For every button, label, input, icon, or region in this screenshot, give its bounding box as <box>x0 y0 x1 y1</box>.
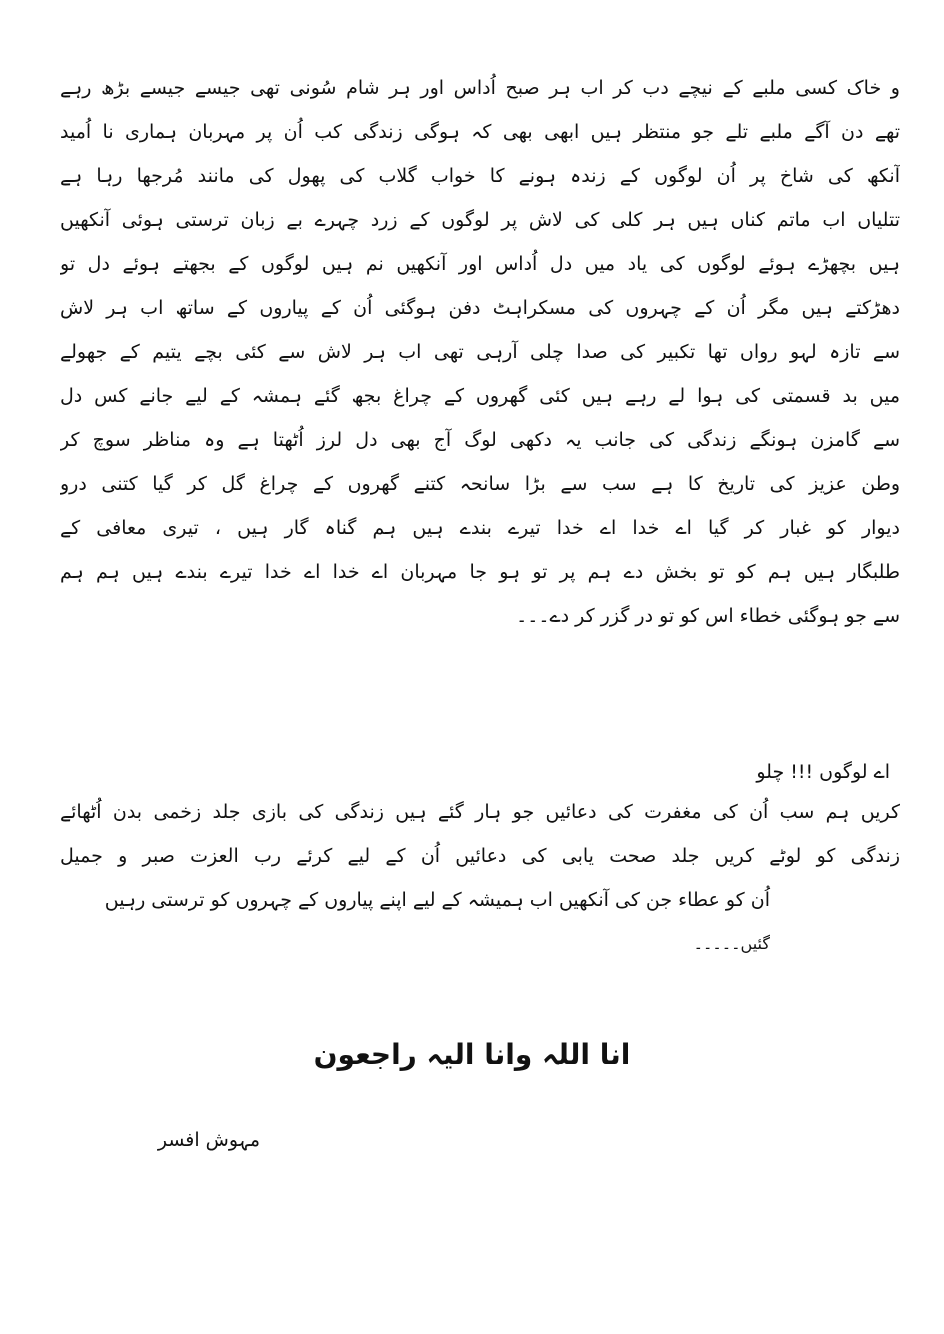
paragraph-line: طلبگار ہیں ہم کو تو بخش دے ہم پر تو ہو جا مہربان اے خدا اے خدا تیرے بندے ہیں ہم ہم <box>60 561 900 583</box>
main-paragraph <box>60 66 900 638</box>
prayer-line: کریں ہم سب اُن کی مغفرت کی دعائیں جو ہار گئے ہیں زندگی کی بازی جلد زخمی بدن اُٹھائے <box>60 801 900 823</box>
addressee-line: اے لوگوں !!! چلو <box>756 761 890 783</box>
paragraph-line: سے جو ہوگئی خطاء اس کو تو در گزر کر دے۔۔۔ <box>516 605 900 627</box>
paragraph-line: دیوار کو غبار کر گیا اے خدا اے خدا تیرے بندے ہیں ہم گناہ گار ہیں ، تیری معافی کے <box>60 517 900 539</box>
paragraph-line: سے تازہ لہو رواں تھا تکبیر کی صدا چلی آرہی تھی اب ہر لاش سے کئی بچے یتیم کے جھولے <box>60 341 900 363</box>
paragraph-line: تھے دن آگے ملبے تلے جو منتظر ہیں ابھی بھی کہ ہوگی زندگی کب اُن پر مہربان ہماری نا اُمید <box>60 121 900 143</box>
paragraph-line: میں بد قسمتی کی ہوا لے رہے ہیں کئی گھروں کے چراغ بجھ گئے ہمشہ کے لیے جانے کس دل <box>60 385 900 407</box>
closing-dua: انا اللہ وانا الیہ راجعون <box>313 1038 631 1071</box>
paragraph-line: دھڑکتے ہیں مگر اُن کے چہروں کی مسکراہٹ دفن ہوگئی اُن کے پیاروں کے ساتھ اب ہر لاش <box>60 297 900 319</box>
prayer-paragraph <box>60 790 900 966</box>
paragraph-line: آنکھ کی شاخ پر اُن لوگوں کے زندہ ہونے کا خواب گلاب کی پھول کی مانند مُرجھا رہا ہے <box>60 165 900 187</box>
paragraph-line: و خاک کسی ملبے کے نیچے دب کر اب ہر صبح اُداس اور ہر شام سُونی تھی جیسے جیسے بڑھ رہے <box>60 77 900 99</box>
prayer-line: زندگی کو لوٹے کریں جلد صحت یابی کی دعائیں اُن کے لیے کرئے رب العزت صبر و جمیل <box>60 845 900 867</box>
paragraph-line: تتلیاں اب ماتم کناں ہیں ہر کلی کی لاش پر لوگوں کے زرد چہرے بے زبان ترستی ہوئی آنکھیں <box>60 209 900 231</box>
author-signature: مہوش افسر <box>157 1129 260 1151</box>
paragraph-line: سے گامزن ہونگے زندگی کی جانب یہ دکھی لوگ آج بھی دل لرز اُٹھتا ہے وہ مناظر سوچ کر <box>60 429 900 451</box>
paragraph-line: ہیں بچھڑے ہوئے لوگوں کی یاد میں دل اُداس اور آنکھیں نم ہیں لوگوں کے بجھتے ہوئے دل تو <box>60 253 900 275</box>
prayer-line: گئیں۔۔۔۔۔ <box>693 934 770 953</box>
paragraph-line: وطن عزیز کی تاریخ کا ہے سب سے بڑا سانحہ کتنے گھروں کے چراغ گل کر گیا کتنی درو <box>60 473 900 495</box>
prayer-line: اُن کو عطاء جن کی آنکھیں اب ہمیشہ کے لیے اپنے پیاروں کے چہروں کو ترستی رہیں <box>104 889 770 911</box>
